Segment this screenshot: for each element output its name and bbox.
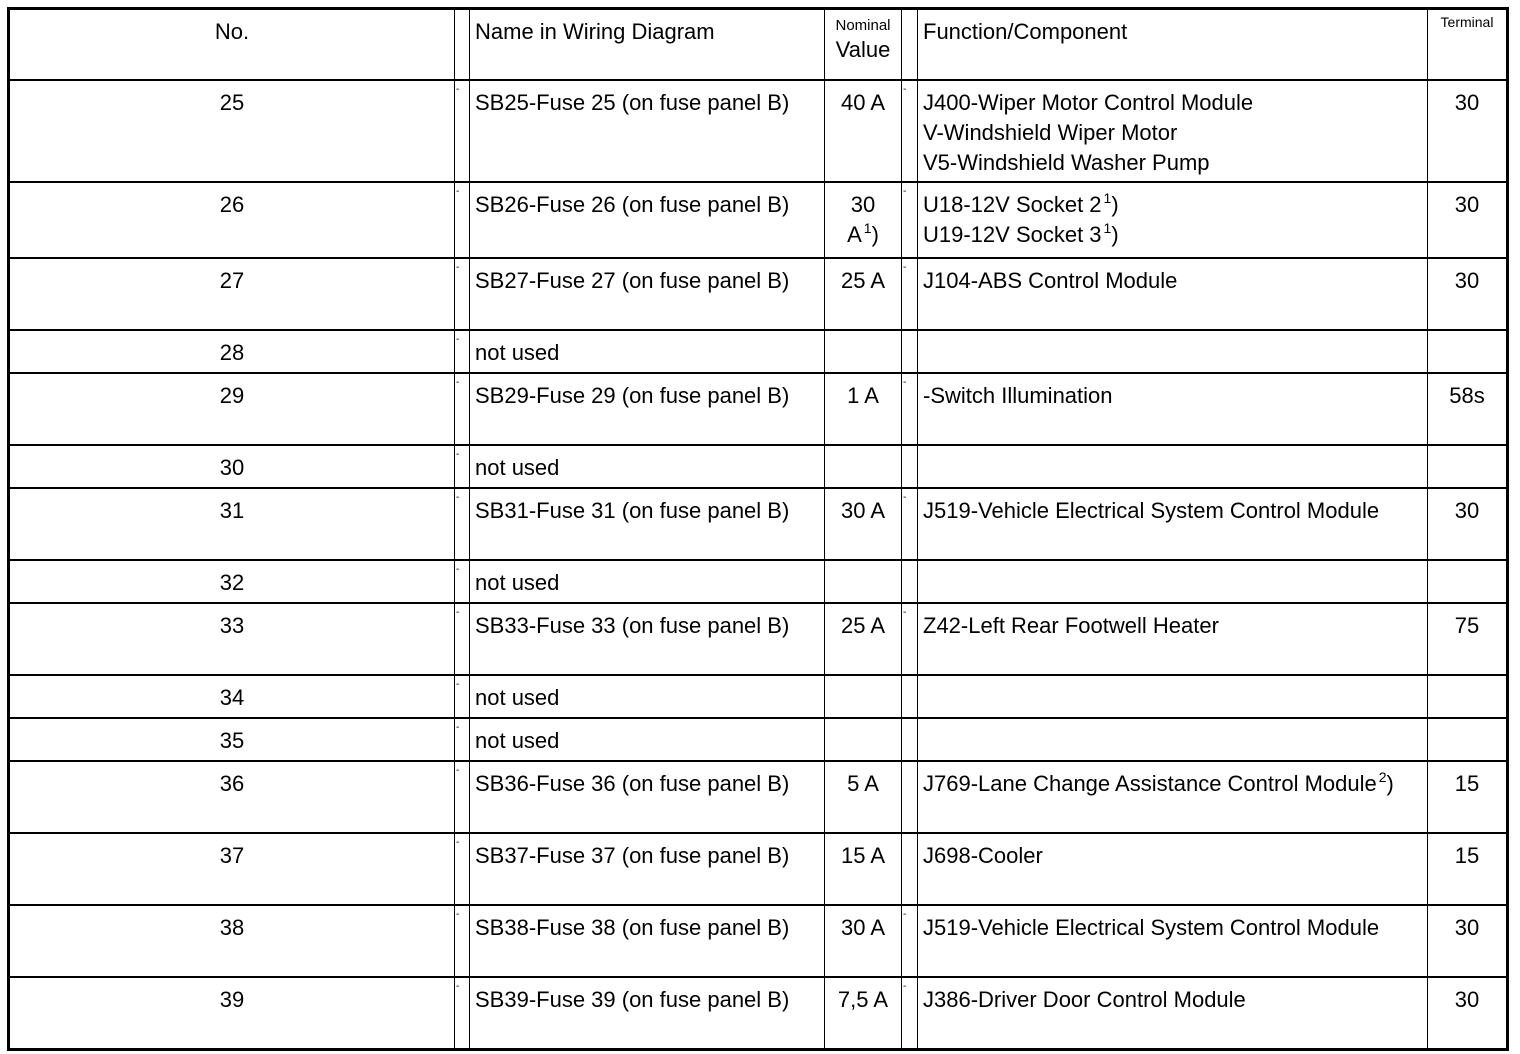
function-component — [918, 977, 1428, 1050]
wiring-diagram-name: not used — [470, 718, 825, 761]
header-row — [9, 9, 1508, 80]
fuse-number: 29 — [9, 373, 455, 445]
terminal — [1428, 330, 1508, 373]
footnote-marker: 2 — [1378, 768, 1387, 785]
fuse-number: 33 — [9, 603, 455, 675]
function-component — [918, 560, 1428, 603]
nominal-value-amount: 30 — [850, 191, 876, 217]
nominal-value-unit: A $^1$) — [847, 219, 879, 247]
function-component — [918, 675, 1428, 718]
header-terminal-label: Terminal — [1440, 14, 1494, 30]
wiring-diagram-name: SB36-Fuse 36 (on fuse panel B) — [470, 761, 825, 833]
terminal: 30 — [1428, 977, 1508, 1050]
wiring-diagram-name: SB31-Fuse 31 (on fuse panel B) — [470, 488, 825, 560]
table-row — [9, 718, 1508, 761]
row-marker: - — [902, 488, 918, 560]
wiring-diagram-name: not used — [470, 445, 825, 488]
function-item: J386-Driver Door Control Module — [923, 986, 1246, 1012]
row-marker — [902, 330, 918, 373]
nominal-value — [825, 718, 902, 761]
fuse-number: 39 — [9, 977, 455, 1050]
function-component — [918, 182, 1428, 258]
row-marker: - — [455, 603, 470, 675]
nominal-value: 30 A — [825, 488, 902, 560]
row-marker — [902, 560, 918, 603]
terminal: 30 — [1428, 182, 1508, 258]
row-marker: - — [455, 258, 470, 330]
function-item: V-Windshield Wiper Motor — [923, 119, 1178, 145]
terminal — [1428, 718, 1508, 761]
header-spacer — [455, 9, 470, 80]
function-component — [918, 603, 1428, 675]
row-marker: - — [455, 80, 470, 182]
function-item: U18-12V Socket 2 $^1$) — [923, 189, 1119, 217]
fuse-number: 27 — [9, 258, 455, 330]
terminal: 15 — [1428, 761, 1508, 833]
wiring-diagram-name: SB26-Fuse 26 (on fuse panel B) — [470, 182, 825, 258]
table-row — [9, 80, 1508, 182]
wiring-diagram-name: SB25-Fuse 25 (on fuse panel B) — [470, 80, 825, 182]
table-row — [9, 258, 1508, 330]
header-nominal: Nominal — [835, 17, 891, 34]
function-item-text: U18-12V Socket 2 — [923, 191, 1102, 217]
nominal-value: 7,5 A — [825, 977, 902, 1050]
row-marker: - — [455, 488, 470, 560]
wiring-diagram-name: SB39-Fuse 39 (on fuse panel B) — [470, 977, 825, 1050]
function-item: -Switch Illumination — [923, 382, 1113, 408]
row-marker — [902, 718, 918, 761]
function-item: V5-Windshield Washer Pump — [923, 149, 1210, 175]
row-marker: - — [902, 977, 918, 1050]
footnote-marker: 1 — [1103, 219, 1112, 236]
nominal-value — [825, 445, 902, 488]
row-marker: - — [455, 761, 470, 833]
table-row — [9, 445, 1508, 488]
row-marker: - — [902, 182, 918, 258]
nominal-value: 15 A — [825, 833, 902, 905]
header-spacer — [902, 9, 918, 80]
table-row — [9, 675, 1508, 718]
function-item-text: J769-Lane Change Assistance Control Module — [923, 770, 1377, 796]
function-component — [918, 905, 1428, 977]
row-marker: - — [455, 718, 470, 761]
terminal: 30 — [1428, 905, 1508, 977]
table-row — [9, 373, 1508, 445]
header-function: Function/Component — [918, 9, 1428, 80]
function-item: J519-Vehicle Electrical System Control Module — [923, 497, 1380, 523]
fuse-number: 25 — [9, 80, 455, 182]
fuse-number: 26 — [9, 182, 455, 258]
row-marker: - — [455, 373, 470, 445]
row-marker: - — [455, 675, 470, 718]
row-marker: - — [455, 445, 470, 488]
row-marker: - — [455, 905, 470, 977]
nominal-value: 30 A — [825, 905, 902, 977]
row-marker: - — [455, 833, 470, 905]
header-value: Value — [835, 37, 891, 62]
nominal-value: 25 A — [825, 258, 902, 330]
table-row — [9, 182, 1508, 258]
function-component — [918, 373, 1428, 445]
function-component — [918, 445, 1428, 488]
row-marker: - — [902, 258, 918, 330]
function-component — [918, 833, 1428, 905]
function-component — [918, 488, 1428, 560]
row-marker: - — [455, 182, 470, 258]
row-marker: - — [455, 560, 470, 603]
terminal: 30 — [1428, 488, 1508, 560]
row-marker: - — [455, 330, 470, 373]
fuse-number: 36 — [9, 761, 455, 833]
function-item: J104-ABS Control Module — [923, 267, 1178, 293]
fuse-number: 30 — [9, 445, 455, 488]
row-marker — [902, 761, 918, 833]
wiring-diagram-name: not used — [470, 560, 825, 603]
nominal-value — [825, 182, 902, 258]
terminal: 15 — [1428, 833, 1508, 905]
row-marker — [902, 833, 918, 905]
nominal-value: 40 A — [825, 80, 902, 182]
function-component — [918, 330, 1428, 373]
function-component — [918, 761, 1428, 833]
nominal-value — [825, 330, 902, 373]
fuse-number: 34 — [9, 675, 455, 718]
wiring-diagram-name: SB37-Fuse 37 (on fuse panel B) — [470, 833, 825, 905]
table-row — [9, 488, 1508, 560]
nominal-value — [825, 560, 902, 603]
row-marker: - — [902, 80, 918, 182]
wiring-diagram-name: SB38-Fuse 38 (on fuse panel B) — [470, 905, 825, 977]
terminal — [1428, 445, 1508, 488]
table-row — [9, 560, 1508, 603]
function-component — [918, 258, 1428, 330]
row-marker: - — [455, 977, 470, 1050]
fuse-number: 35 — [9, 718, 455, 761]
table-row — [9, 330, 1508, 373]
terminal: 30 — [1428, 258, 1508, 330]
fuse-table — [7, 7, 1509, 1051]
footnote-marker: 1 — [1103, 189, 1112, 206]
wiring-diagram-name: SB29-Fuse 29 (on fuse panel B) — [470, 373, 825, 445]
fuse-number: 28 — [9, 330, 455, 373]
row-marker: - — [902, 373, 918, 445]
nominal-value: 5 A — [825, 761, 902, 833]
header-no: No. — [9, 9, 455, 80]
footnote-marker: 1 — [863, 219, 872, 236]
function-item: J519-Vehicle Electrical System Control Module — [923, 914, 1380, 940]
row-marker: - — [902, 603, 918, 675]
terminal: 58s — [1428, 373, 1508, 445]
header-name: Name in Wiring Diagram — [470, 9, 825, 80]
wiring-diagram-name: SB33-Fuse 33 (on fuse panel B) — [470, 603, 825, 675]
row-marker — [902, 445, 918, 488]
row-marker — [902, 675, 918, 718]
terminal: 75 — [1428, 603, 1508, 675]
nominal-value: 25 A — [825, 603, 902, 675]
wiring-diagram-name: not used — [470, 330, 825, 373]
table-row — [9, 905, 1508, 977]
row-marker: - — [902, 905, 918, 977]
table-row — [9, 761, 1508, 833]
wiring-diagram-name: not used — [470, 675, 825, 718]
table-row — [9, 603, 1508, 675]
function-item: Z42-Left Rear Footwell Heater — [923, 612, 1219, 638]
function-item: J769-Lane Change Assistance Control Module $^2$) — [923, 768, 1394, 796]
terminal — [1428, 675, 1508, 718]
terminal — [1428, 560, 1508, 603]
wiring-diagram-name: SB27-Fuse 27 (on fuse panel B) — [470, 258, 825, 330]
function-item: J698-Cooler — [923, 842, 1043, 868]
function-item: U19-12V Socket 3 $^1$) — [923, 219, 1119, 247]
header-nominal-value — [825, 9, 902, 80]
function-component — [918, 718, 1428, 761]
fuse-number: 31 — [9, 488, 455, 560]
function-item: J400-Wiper Motor Control Module — [923, 89, 1254, 115]
nominal-value — [825, 675, 902, 718]
header-terminal — [1428, 9, 1508, 80]
function-component — [918, 80, 1428, 182]
table-row — [9, 977, 1508, 1050]
fuse-number: 37 — [9, 833, 455, 905]
function-item-text: U19-12V Socket 3 — [923, 221, 1102, 247]
fuse-number: 38 — [9, 905, 455, 977]
nominal-value: 1 A — [825, 373, 902, 445]
terminal: 30 — [1428, 80, 1508, 182]
fuse-number: 32 — [9, 560, 455, 603]
table-row — [9, 833, 1508, 905]
